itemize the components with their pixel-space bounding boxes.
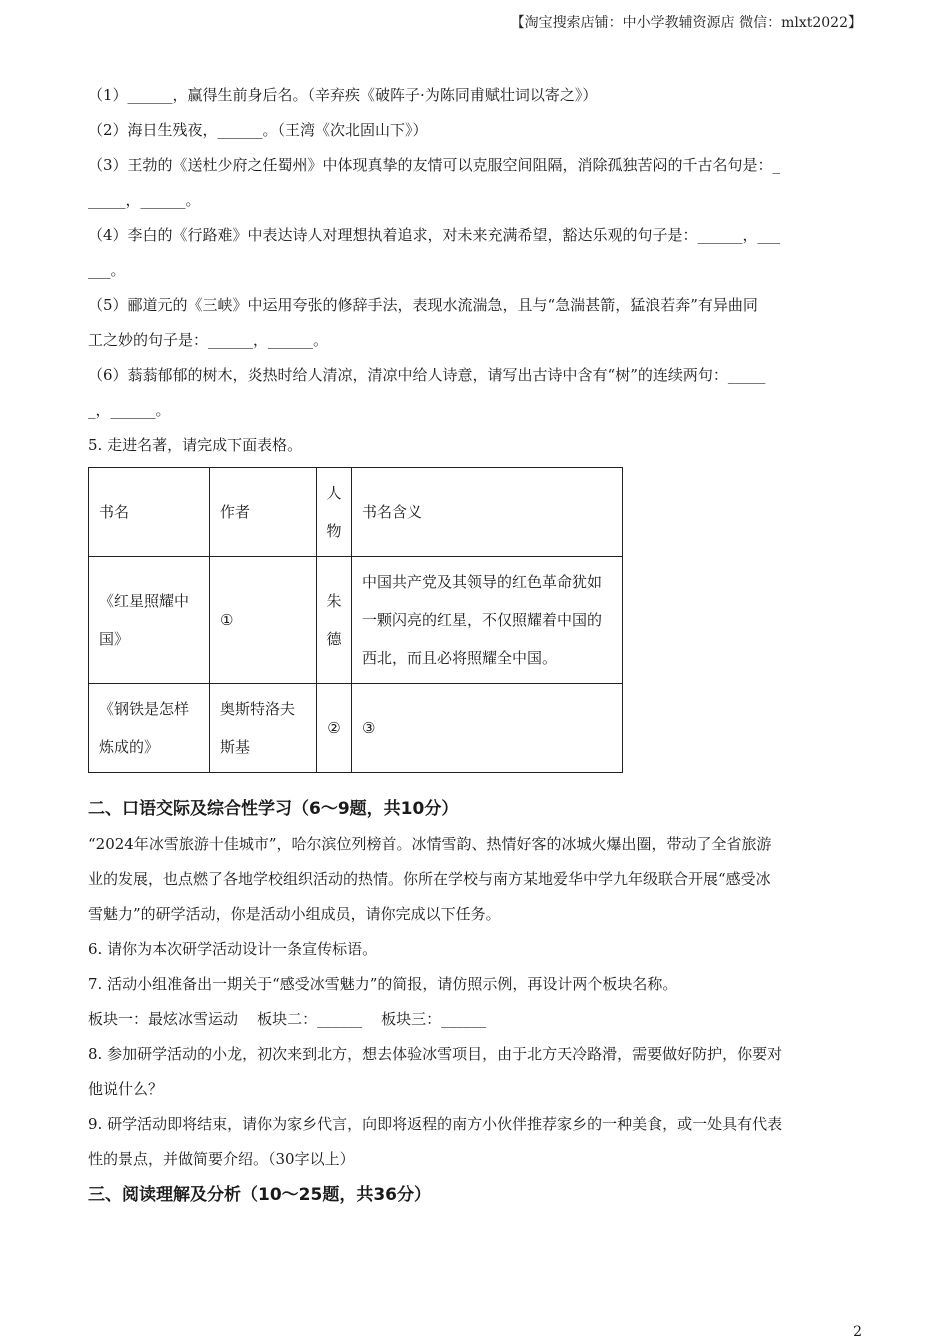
fill-line-5: （5）郦道元的《三峡》中运用夸张的修辞手法，表现水流湍急，且与“急湍甚箭，猛浪若奔”有异曲同 (88, 296, 758, 314)
section-3-heading: 三、阅读理解及分析（10～25题，共36分） (88, 1185, 431, 1205)
fill-line-4-cont: ___。 (88, 261, 126, 279)
page-number: 2 (853, 1324, 862, 1340)
watermark-text: 【淘宝搜索店铺：中小学教辅资源店 微信：mlxt2022】 (510, 15, 862, 31)
question-7: 7. 活动小组准备出一期关于“感受冰雪魅力”的简报，请仿照示例，再设计两个板块名称。 (88, 975, 678, 993)
fill-line-3: （3）王勃的《送杜少府之任蜀州》中体现真挚的友情可以克服空间阻隔，消除孤独苦闷的千古名句是：_ (88, 156, 781, 174)
fill-line-2: （2）海日生残夜，______。（王湾《次北固山下》） (88, 121, 428, 139)
fill-line-1: （1）______，赢得生前身后名。（辛弃疾《破阵子·为陈同甫赋壮词以寄之》） (88, 86, 598, 104)
cell-meaning: 中国共产党及其领导的红色革命犹如一颗闪亮的红星，不仅照耀着中国的西北，而且必将照耀全中国。 (352, 557, 623, 684)
table-row (89, 557, 623, 684)
cell-character: 朱德 (317, 557, 352, 684)
question-9-line-1: 9. 研学活动即将结束，请你为家乡代言，向即将返程的南方小伙伴推荐家乡的一种美食，或一处具有代表 (88, 1115, 783, 1133)
fill-line-6-cont: _，______。 (88, 401, 171, 419)
cell-book: 《红星照耀中国》 (89, 557, 210, 684)
question-7-blocks: 板块一：最炫冰雪运动 板块二：______ 板块三：______ (88, 1010, 487, 1028)
header-character: 人物 (317, 468, 352, 557)
table-header-row (89, 468, 623, 557)
fill-line-3-cont: _____，______。 (88, 191, 201, 209)
document-body (88, 78, 863, 1213)
question-6: 6. 请你为本次研学活动设计一条宣传标语。 (88, 940, 378, 958)
question-5-prompt: 5. 走进名著，请完成下面表格。 (88, 436, 303, 454)
question-9-line-2: 性的景点，并做简要介绍。（30字以上） (88, 1150, 355, 1168)
question-8-line-2: 他说什么？ (88, 1080, 164, 1098)
cell-meaning: ③ (352, 684, 623, 773)
fill-line-4: （4）李白的《行路难》中表达诗人对理想执着追求，对未来充满希望，豁达乐观的句子是：______，___ (88, 226, 781, 244)
header-meaning: 书名含义 (352, 468, 623, 557)
fill-line-6: （6）蓊蓊郁郁的树木，炎热时给人清凉，清凉中给人诗意，请写出古诗中含有“树”的连续两句：_____ (88, 366, 766, 384)
section-2-heading: 二、口语交际及综合性学习（6～9题，共10分） (88, 799, 459, 819)
table-row (89, 684, 623, 773)
book-table (88, 467, 623, 773)
header-author: 作者 (210, 468, 317, 557)
fill-line-5-cont: 工之妙的句子是：______，______。 (88, 331, 329, 349)
question-8-line-1: 8. 参加研学活动的小龙，初次来到北方，想去体验冰雪项目，由于北方天冷路滑，需要做好防护，你要对 (88, 1045, 783, 1063)
header-book-name: 书名 (89, 468, 210, 557)
section-2-intro-3: 雪魅力”的研学活动，你是活动小组成员，请你完成以下任务。 (88, 905, 501, 923)
section-2-intro-1: “2024年冰雪旅游十佳城市”，哈尔滨位列榜首。冰情雪韵、热情好客的冰城火爆出圈，带动了全省旅游 (88, 835, 772, 853)
cell-character: ② (317, 684, 352, 773)
cell-book: 《钢铁是怎样炼成的》 (89, 684, 210, 773)
section-2-intro-2: 业的发展，也点燃了各地学校组织活动的热情。你所在学校与南方某地爱华中学九年级联合开展“感受冰 (88, 870, 771, 888)
cell-author: 奥斯特洛夫斯基 (210, 684, 317, 773)
cell-author: ① (210, 557, 317, 684)
